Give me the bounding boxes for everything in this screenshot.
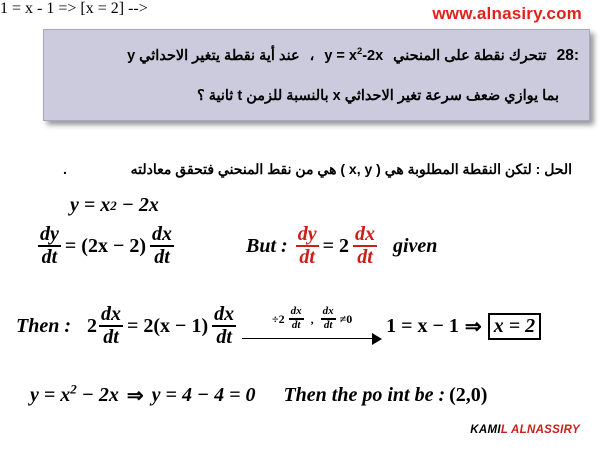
author-signature: KAMIL ALNASSIRY: [470, 424, 580, 436]
answer-box: x = 2: [488, 313, 541, 340]
solution-intro: الحل : لتكن النقطة المطلوبة هي ( x, y ) هي من نقط المنحني فتحقق معادلته: [130, 161, 572, 177]
equation-then: Then : 2 $\frac{dx}{dt}$ = 2(x − 1) $\frac{dx}{dt}$ ÷2 $\frac{dx}{dt}$ , $\frac{dx}{dt}$ ≠0 1 = x − 1 ⇒ x = 2: [16, 304, 541, 348]
site-watermark: www.alnasiry.com: [432, 4, 582, 23]
question-line-1: [127, 47, 579, 65]
solution-dot: .: [63, 161, 67, 177]
question-separator: ،: [309, 48, 315, 64]
arrow-icon: [242, 332, 382, 346]
equation-curve: y = x 2 − 2x: [70, 194, 159, 216]
question-line-2: بما يوازي ضعف سرعة تغير الاحداثي x بالنسبة للزمن t ثانية ؟: [196, 88, 559, 104]
equation-derivative: $\frac{dy}{dt}$ = (2x − 2) $\frac{dx}{dt}$: [40, 223, 173, 268]
question-text-rest: عند أية نقطة يتغير الاحداثي y: [127, 48, 300, 64]
question-number: 28:: [556, 47, 579, 64]
division-arrow: ÷2 $\frac{dx}{dt}$ , $\frac{dx}{dt}$ ≠0: [242, 306, 382, 345]
question-equation: $y = x^2-2x$: [324, 45, 384, 64]
question-box: [43, 29, 590, 121]
equation-given: But : $\frac{dy}{dt}$ = 2 $\frac{dx}{dt}$ given: [246, 223, 438, 268]
equation-final: $y = x^2 - 2x$ ⇒ y = 4 − 4 = 0 Then the po int be : (2,0): [30, 381, 488, 407]
question-text-start: تتحرك نقطة على المنحني: [393, 48, 547, 64]
